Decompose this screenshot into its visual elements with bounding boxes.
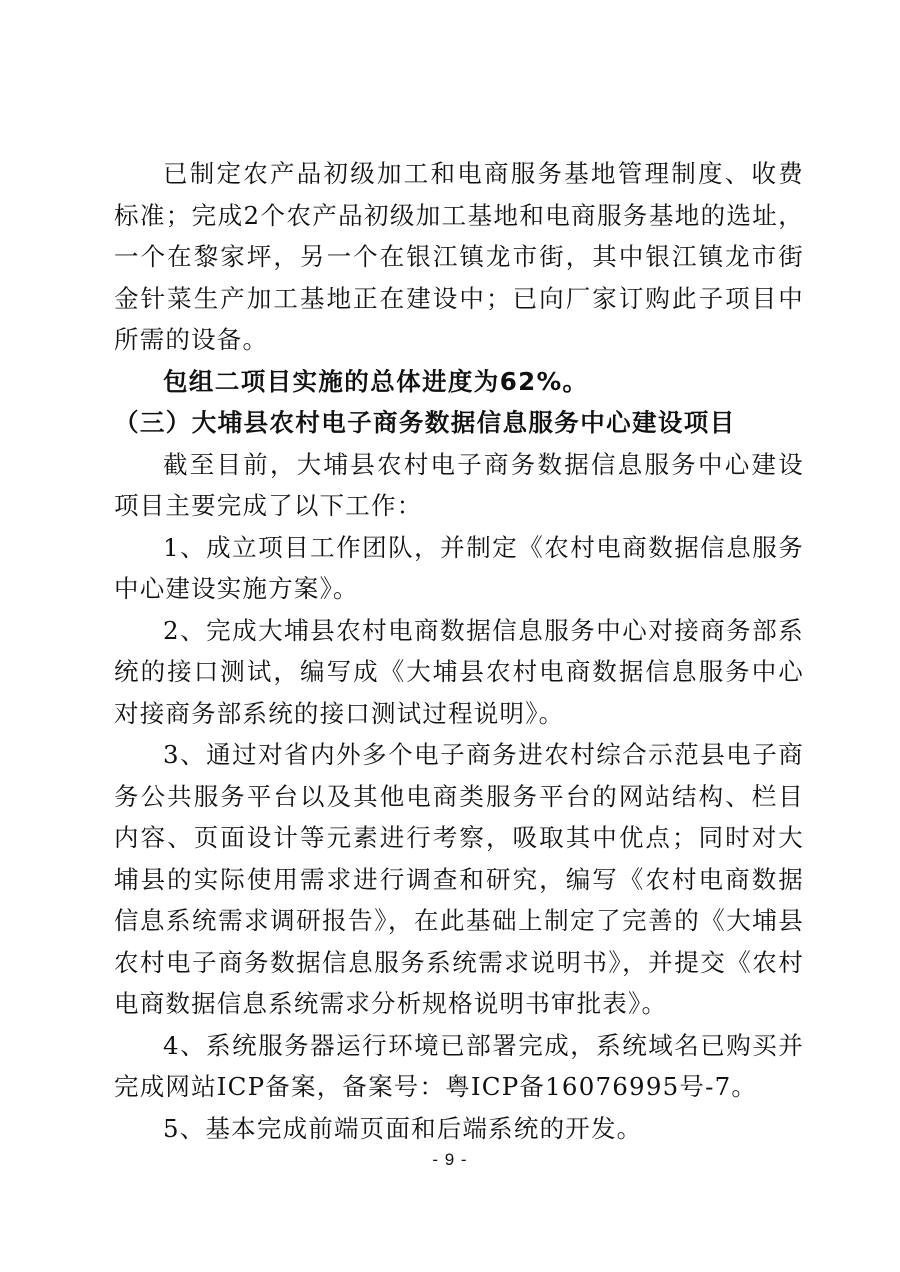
list-item-4: 4、系统服务器运行环境已部署完成，系统域名已购买并完成网站ICP备案，备案号：粤ICP备16076995号-7。 xyxy=(114,1030,804,1101)
list-item-5: 5、基本完成前端页面和后端系统的开发。 xyxy=(163,1113,643,1143)
paragraph-processing-base: 已制定农产品初级加工和电商服务基地管理制度、收费标准；完成2个农产品初级加工基地和电商服务基地的选址，一个在黎家坪，另一个在银江镇龙市街，其中银江镇龙市街金针菜生产加工基地正在建设中；已向厂家订购此子项目中所需的设备。 xyxy=(114,159,804,354)
page-number: - 9 - xyxy=(432,1150,468,1169)
list-item-3: 3、通过对省内外多个电子商务进农村综合示范县电子商务公共服务平台以及其他电商类服务平台的网站结构、栏目内容、页面设计等元素进行考察，吸取其中优点；同时对大埔县的实际使用需求进行调查和研究，编写《农村电商数据信息系统需求调研报告》，在此基础上制定了完善的《大埔县农村电子商务数据信息服务系统需求说明书》，并提交《农村电商数据信息系统需求分析规格说明书审批表》。 xyxy=(114,740,804,1018)
paragraph-progress-summary: 包组二项目实施的总体进度为62%。 xyxy=(163,366,589,396)
document-body xyxy=(114,153,804,1149)
section-heading: （三）大埔县农村电子商务数据信息服务中心建设项目 xyxy=(114,408,736,437)
list-item-1: 1、成立项目工作团队，并制定《农村电商数据信息服务中心建设实施方案》。 xyxy=(114,532,804,603)
list-item-2: 2、完成大埔县农村电商数据信息服务中心对接商务部系统的接口测试，编写成《大埔县农村电商数据信息服务中心对接商务部系统的接口测试过程说明》。 xyxy=(114,615,804,728)
paragraph-intro: 截至目前，大埔县农村电子商务数据信息服务中心建设项目主要完成了以下工作： xyxy=(114,449,804,520)
